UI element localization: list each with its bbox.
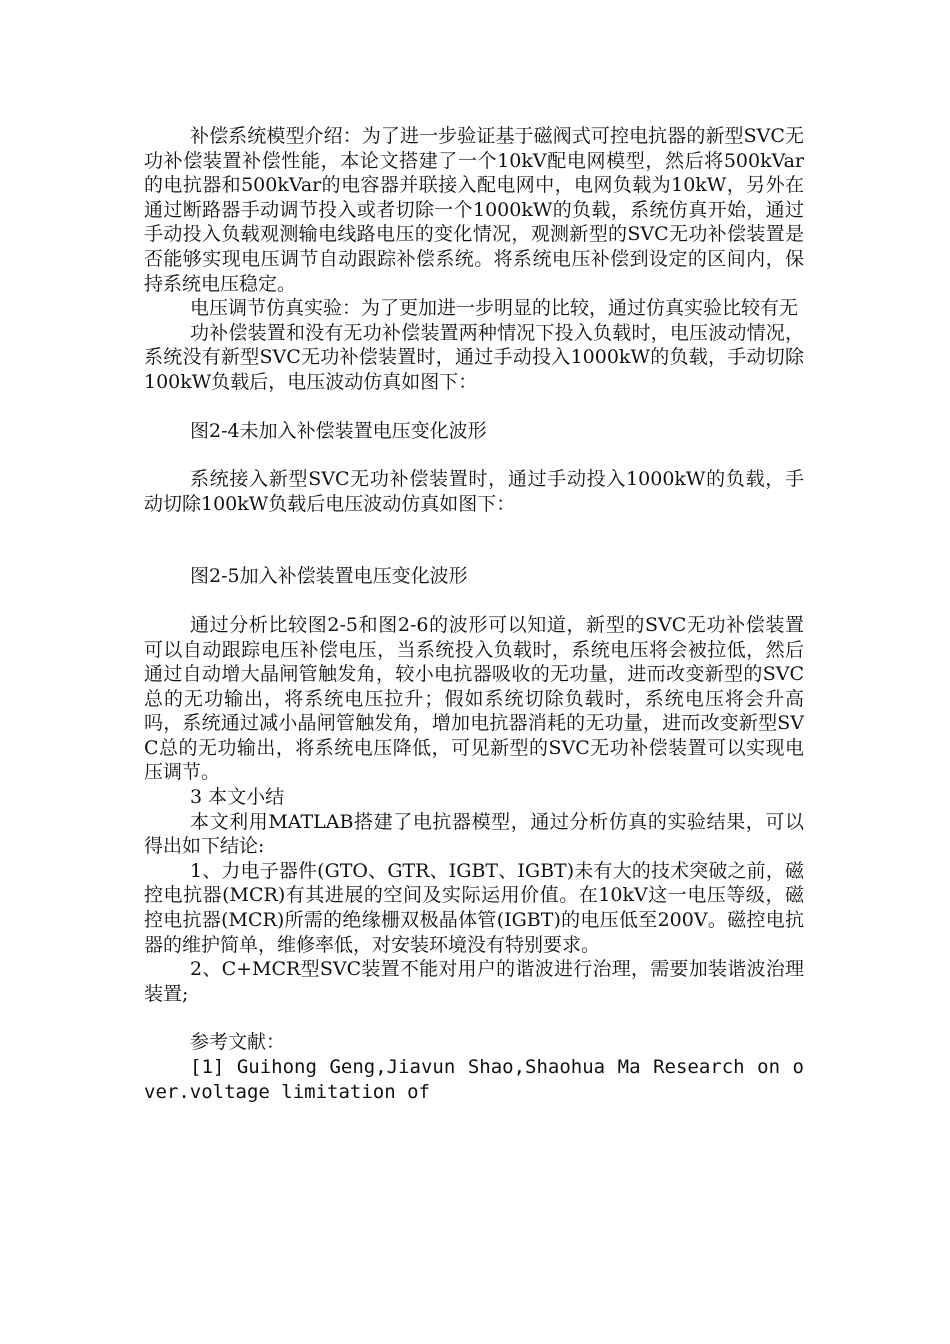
reference-item-1: [1] Guihong Geng,Jiavun Shao,Shaohua Ma Research on over.voltage limitation of (144, 1056, 804, 1103)
figure-space-2-4 (144, 395, 804, 419)
paragraph-voltage-experiment: 电压调节仿真实验：为了更加进一步明显的比较，通过仿真实验比较有无 (190, 297, 799, 320)
spacer (144, 589, 804, 613)
figure-space-2-5 (144, 516, 804, 564)
paragraph-conclusion-2: 2、C+MCR型SVC装置不能对用户的谐波进行治理，需要加装谐波治理装置; (144, 958, 804, 1005)
references-title: 参考文献： (190, 1031, 286, 1054)
figure-caption-2-5: 图2-5加入补偿装置电压变化波形 (190, 565, 468, 588)
paragraph-voltage-experiment-cont: 功补偿装置和没有无功补偿装置两种情况下投入负载时，电压波动情况，系统没有新型SVC无功补偿装置时，通过手动投入1000kW的负载，手动切除100kW负载后，电压波动仿真如图下： (144, 321, 804, 393)
paragraph-conclusion-1: 1、力电子器件(GTO、GTR、IGBT、IGBT)未有大的技术突破之前，磁控电抗器(MCR)有其进展的空间及实际运用价值。在10kV这一电压等级，磁控电抗器(MCR)所需的绝缘栅双极晶体管(IGBT)的电压低至200V。磁控电抗器的维护简单，维修率低，对安装环境没有特别要求。 (144, 859, 804, 956)
figure-caption-2-4: 图2-4未加入补偿装置电压变化波形 (190, 419, 487, 442)
document-body (144, 124, 804, 1104)
paragraph-with-svc: 系统接入新型SVC无功补偿装置时，通过手动投入1000kW的负载，手动切除100kW负载后电压波动仿真如图下： (144, 468, 804, 515)
spacer (144, 1006, 804, 1030)
paragraph-summary-intro: 本文利用MATLAB搭建了电抗器模型，通过分析仿真的实验结果，可以得出如下结论: (144, 810, 804, 858)
paragraph-analysis: 通过分析比较图2-5和图2-6的波形可以知道，新型的SVC无功补偿装置可以自动跟踪电压补偿电压，当系统投入负载时，系统电压将会被拉低，然后通过自动增大晶闸管触发角，较小电抗器吸收的无功量，进而改变新型的SVC总的无功输出，将系统电压拉升；假如系统切除负载时，系统电压将会升高吗，系统通过减小晶闸管触发角，增加电抗器消耗的无功量，进而改变新型SVC总的无功输出，将系统电压降低，可见新型的SVC无功补偿装置可以实现电压调节。 (144, 613, 804, 784)
spacer (144, 443, 804, 467)
paragraph-model-intro: 补偿系统模型介绍：为了进一步验证基于磁阀式可控电抗器的新型SVC无功补偿装置补偿性能，本论文搭建了一个10kV配电网模型，然后将500kVar的电抗器和500kVar的电容器并联接入配电网中，电网负载为10kW，另外在通过断路器手动调节投入或者切除一个1000kW的负载，系统仿真开始，通过手动投入负载观测输电线路电压的变化情况，观测新型的SVC无功补偿装置是否能够实现电压调节自动跟踪补偿系统。将系统电压补偿到设定的区间内，保持系统电压稳定。 (144, 125, 804, 295)
section-heading-summary: 3 本文小结 (190, 786, 285, 809)
